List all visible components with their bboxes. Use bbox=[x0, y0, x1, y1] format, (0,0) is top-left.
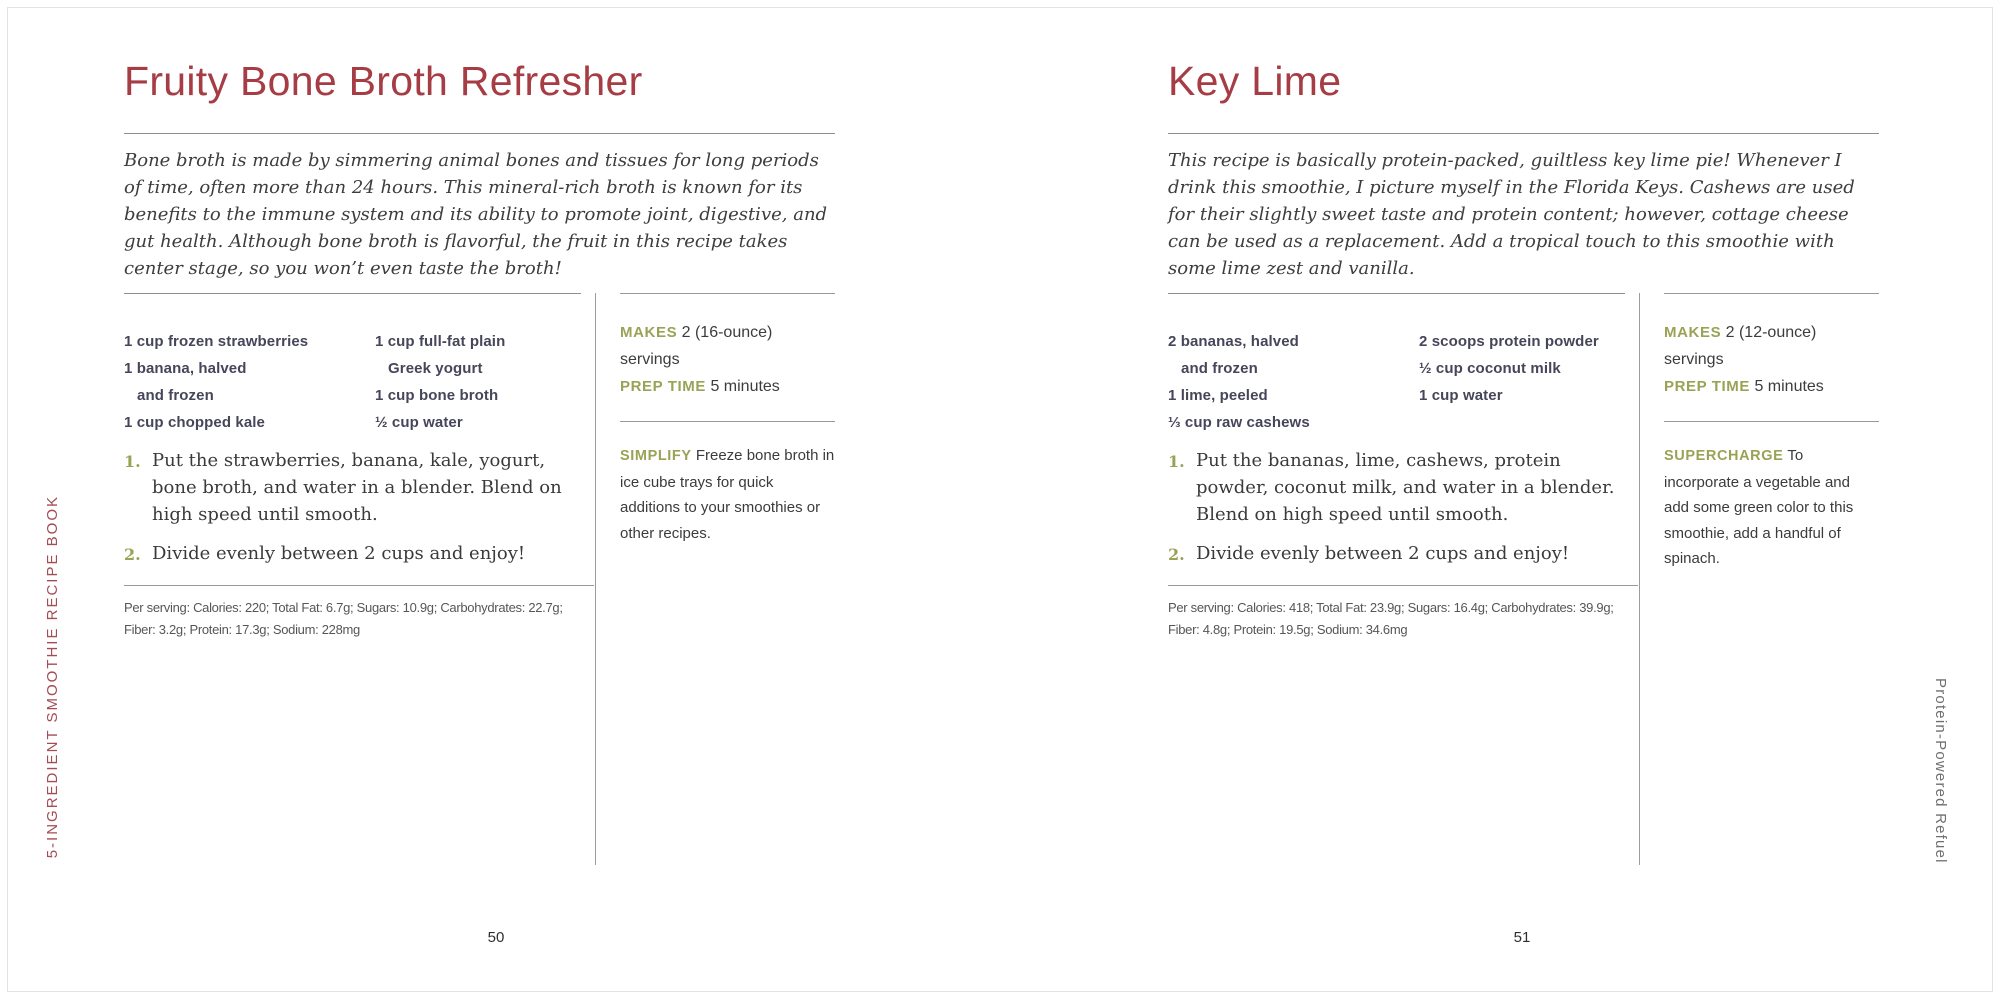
ingredient-item: 1 lime, peeled bbox=[1168, 387, 1268, 404]
instruction-step bbox=[124, 540, 589, 568]
instruction-step bbox=[124, 447, 589, 528]
instructions-list bbox=[124, 447, 589, 580]
ingredients-list bbox=[1168, 328, 1625, 436]
ingredient-item: and frozen bbox=[1181, 360, 1258, 377]
ingredient-item: 1 banana, halved bbox=[124, 360, 247, 377]
right-page bbox=[1168, 0, 1879, 999]
instructions-list bbox=[1168, 447, 1633, 580]
chapter-title-vertical: Protein-Powered Refuel bbox=[1932, 678, 1949, 864]
prep-time-label: PREP TIME bbox=[620, 378, 706, 395]
ingredient-item: Greek yogurt bbox=[388, 360, 483, 377]
recipe-intro: This recipe is basically protein-packed, guiltless key lime pie! Whenever I drink this smoothie, I picture myself in the Florida Keys. Cashews are used for their slightly sweet taste and protein content; however, cottage cheese can be used as a replacement. Add a tropical touch to this smoothie with some lime zest and vanilla. bbox=[1168, 150, 1855, 279]
ingredient-item: 2 bananas, halved bbox=[1168, 333, 1299, 350]
tip-block bbox=[1664, 421, 1879, 572]
page-number: 51 bbox=[1513, 929, 1531, 946]
ingredient-item: and frozen bbox=[137, 387, 214, 404]
ingredient-item: 1 cup bone broth bbox=[375, 387, 499, 404]
ingredient-item: 1 cup frozen strawberries bbox=[124, 333, 309, 350]
ingredient-item: 1 cup full-fat plain bbox=[375, 333, 506, 350]
instruction-step bbox=[1168, 540, 1633, 568]
makes-line bbox=[1664, 319, 1842, 373]
tip-text: Freeze bone broth in ice cube trays for quick additions to your smoothies or other recipes. bbox=[620, 447, 835, 542]
instruction-step bbox=[1168, 447, 1633, 528]
title-rule bbox=[124, 133, 835, 134]
prep-time-value: 5 minutes bbox=[710, 378, 780, 395]
ingredients-rule bbox=[1168, 293, 1625, 294]
recipe-intro: Bone broth is made by simmering animal bones and tissues for long periods of time, often more than 24 hours. This mineral-rich broth is known for its benefits to the immune system and its ability to promote joint, digestive, and gut health. Although bone broth is flavorful, the fruit in this recipe takes center stage, so you won’t even taste the broth! bbox=[124, 150, 828, 279]
recipe-title: Key Lime bbox=[1168, 58, 1342, 104]
ingredient-item: 1 cup water bbox=[1419, 387, 1503, 404]
step-number: 2. bbox=[124, 545, 141, 564]
step-number: 1. bbox=[1168, 452, 1185, 471]
ingredients-rule bbox=[124, 293, 581, 294]
title-rule bbox=[1168, 133, 1879, 134]
tip-text: To incorporate a vegetable and add some green color to this smoothie, add a handful of spinach. bbox=[1664, 447, 1854, 567]
step-text: Divide evenly between 2 cups and enjoy! bbox=[1196, 543, 1570, 564]
ingredients-column-2 bbox=[375, 328, 581, 436]
left-page bbox=[124, 0, 835, 999]
ingredients-column-1 bbox=[124, 328, 375, 436]
tip-paragraph bbox=[620, 443, 835, 546]
step-text: Put the strawberries, banana, kale, yogurt, bone broth, and water in a blender. Blend on high speed until smooth. bbox=[152, 450, 562, 525]
recipe-meta-sidebar bbox=[620, 293, 835, 546]
prep-time-line bbox=[620, 373, 835, 400]
makes-value: 2 (12-ounce) servings bbox=[1664, 324, 1817, 368]
book-title-vertical: 5-INGREDIENT SMOOTHIE RECIPE BOOK bbox=[44, 494, 61, 858]
column-divider bbox=[595, 293, 596, 865]
prep-time-value: 5 minutes bbox=[1754, 378, 1824, 395]
page-number: 50 bbox=[487, 929, 505, 946]
step-number: 1. bbox=[124, 452, 141, 471]
column-divider bbox=[1639, 293, 1640, 865]
tip-block bbox=[620, 421, 835, 546]
step-number: 2. bbox=[1168, 545, 1185, 564]
ingredient-item: 2 scoops protein powder bbox=[1419, 333, 1599, 350]
ingredient-item: ½ cup water bbox=[375, 414, 463, 431]
step-text: Divide evenly between 2 cups and enjoy! bbox=[152, 543, 526, 564]
nutrition-info: Per serving: Calories: 418; Total Fat: 23.9g; Sugars: 16.4g; Carbohydrates: 39.9g; Fiber: 4.8g; Protein: 19.5g; Sodium: 34.6mg bbox=[1168, 585, 1638, 641]
ingredient-item: ½ cup coconut milk bbox=[1419, 360, 1561, 377]
ingredient-item: 1 cup chopped kale bbox=[124, 414, 266, 431]
makes-value: 2 (16-ounce) servings bbox=[620, 324, 773, 368]
prep-time-line bbox=[1664, 373, 1879, 400]
ingredient-item: ⅓ cup raw cashews bbox=[1168, 414, 1310, 431]
makes-prep-block bbox=[620, 293, 835, 421]
prep-time-label: PREP TIME bbox=[1664, 378, 1750, 395]
recipe-title: Fruity Bone Broth Refresher bbox=[124, 58, 643, 104]
makes-prep-block bbox=[1664, 293, 1879, 421]
ingredients-list bbox=[124, 328, 581, 436]
tip-paragraph bbox=[1664, 443, 1879, 572]
makes-label: MAKES bbox=[1664, 324, 1722, 341]
nutrition-info: Per serving: Calories: 220; Total Fat: 6.7g; Sugars: 10.9g; Carbohydrates: 22.7g; Fiber: 3.2g; Protein: 17.3g; Sodium: 228mg bbox=[124, 585, 594, 641]
ingredients-column-2 bbox=[1419, 328, 1625, 436]
makes-label: MAKES bbox=[620, 324, 678, 341]
makes-line bbox=[620, 319, 798, 373]
tip-label: SUPERCHARGE bbox=[1664, 448, 1784, 464]
step-text: Put the bananas, lime, cashews, protein powder, coconut milk, and water in a blender. Blend on high speed until smooth. bbox=[1196, 450, 1615, 525]
recipe-meta-sidebar bbox=[1664, 293, 1879, 572]
tip-label: SIMPLIFY bbox=[620, 448, 692, 464]
ingredients-column-1 bbox=[1168, 328, 1419, 436]
